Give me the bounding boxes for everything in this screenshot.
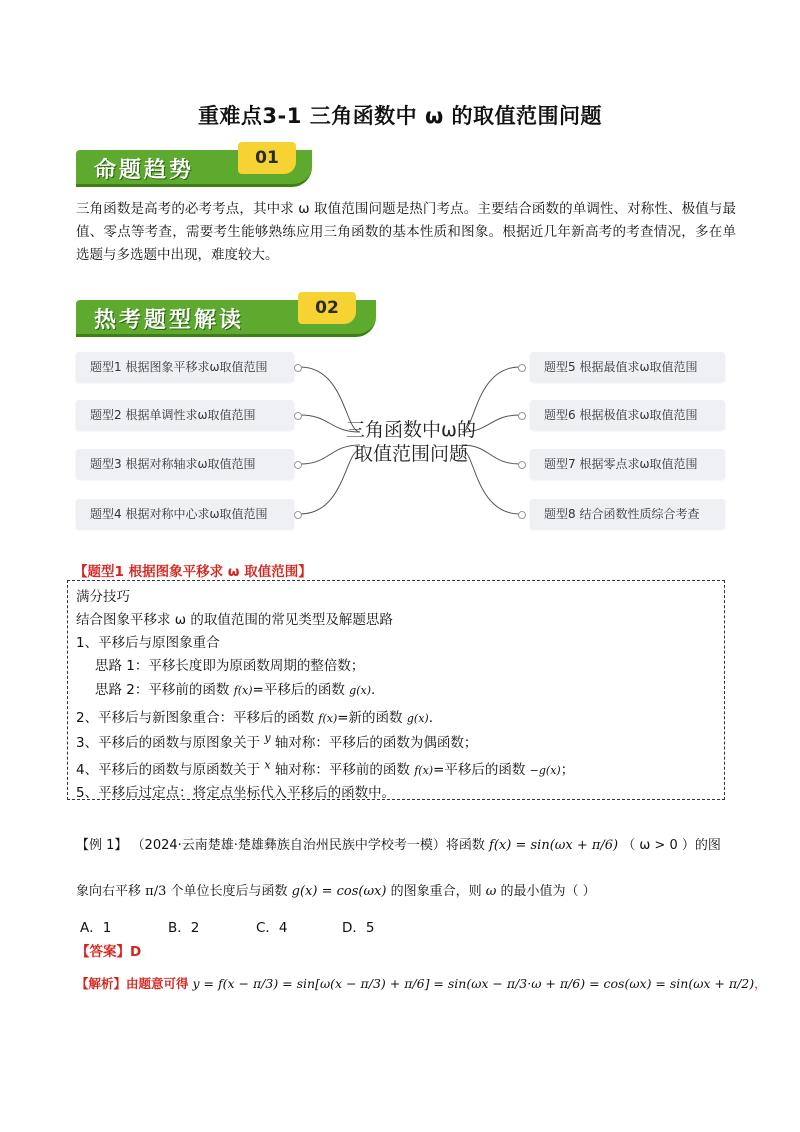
- intro-paragraph: 三角函数是高考的必考考点，其中求 ω 取值范围问题是热门考点。主要结合函数的单调性、对称性、极值与最值、零点等考查，需要考生能够熟练应用三角函数的基本性质和图象。根据近几年新高考的考查情况，多在单选题与多选题中出现，难度较大。: [76, 201, 736, 263]
- mindmap-item-type2: 题型2 根据单调性求ω取值范围: [76, 400, 294, 430]
- gx-formula: g(x): [349, 684, 371, 697]
- y-symbol: y: [264, 731, 271, 745]
- example-line2-d: 的最小值为（ ）: [500, 884, 596, 899]
- connector-dot: [294, 461, 302, 469]
- answer: [76, 940, 141, 960]
- tips-item2: [76, 706, 433, 726]
- tips-item4-text: 4、平移后的函数与原函数关于: [76, 762, 261, 778]
- mindmap-item-type4: 题型4 根据对称中心求ω取值范围: [76, 499, 294, 529]
- gx-formula: g(x): [406, 712, 429, 725]
- fx-formula: f(x): [318, 712, 338, 725]
- analysis-comma: ，: [754, 976, 767, 991]
- analysis: [76, 974, 767, 992]
- mindmap-item-type7: 题型7 根据零点求ω取值范围: [530, 449, 725, 479]
- period: .: [428, 710, 433, 726]
- example-line2-c: 的图象重合，则: [390, 884, 482, 899]
- tips-idea2-mid: =平移后的函数: [252, 682, 345, 698]
- fx-formula: f(x): [233, 684, 253, 697]
- answer-label: 【答案】: [76, 944, 130, 960]
- tips-item4-mid2: =平移后的函数: [433, 762, 526, 778]
- example-label: 【例 1】: [76, 838, 128, 853]
- connector-dot: [294, 364, 302, 372]
- mindmap-center: [336, 418, 486, 466]
- tips-item3-end: 轴对称：平移后的函数为偶函数；: [274, 735, 478, 751]
- tips-subtitle: 结合图象平移求 ω 的取值范围的常见类型及解题思路: [76, 612, 393, 628]
- connector-dot: [518, 412, 526, 420]
- banner-label: 热考题型解读: [94, 307, 245, 333]
- tips-item3-text: 3、平移后的函数与原图象关于: [76, 735, 261, 751]
- banner-label: 命题趋势: [94, 157, 195, 183]
- tips-item3: [76, 731, 477, 751]
- answer-value: D: [130, 944, 142, 960]
- connector-dot: [518, 364, 526, 372]
- mindmap-center-line2: 取值范围问题: [353, 443, 468, 465]
- mindmap-item-type6: 题型6 根据极值求ω取值范围: [530, 400, 725, 430]
- tips-item4-mid: 轴对称：平移前的函数: [274, 762, 410, 778]
- connector-dot: [518, 511, 526, 519]
- banner-number: 01: [238, 142, 296, 174]
- mindmap-item-type5: 题型5 根据最值求ω取值范围: [530, 352, 725, 382]
- page-title: 重难点3-1 三角函数中 ω 的取值范围问题: [197, 104, 603, 128]
- example-line2: [76, 880, 596, 899]
- example-source: （2024·云南楚雄·楚雄彝族自治州民族中学校考一模）将函数: [131, 838, 485, 853]
- tips-idea1: 思路 1：平移长度即为原函数周期的整倍数；: [95, 658, 365, 674]
- fx-formula: f(x): [414, 764, 434, 777]
- tips-item2-text: 2、平移后与新图象重合：平移后的函数: [76, 710, 315, 726]
- analysis-formula: y = f(x − π/3) = sin[ω(x − π/3) + π/6] = sin(ωx − π/3·ω + π/6) = cos(ωx) = sin(ωx + π/2): [192, 976, 755, 991]
- tips-title: 满分技巧: [76, 589, 130, 605]
- tips-item5: 5、平移后过定点：将定点坐标代入平移后的函数中。: [76, 785, 396, 801]
- omega-symbol: ω: [485, 884, 497, 899]
- example-function: f(x) = sin(ωx + π/6): [489, 838, 619, 853]
- tips-item4: [76, 758, 574, 778]
- shift-amount: π/3: [145, 884, 167, 899]
- example-line1: [76, 834, 721, 853]
- period: .: [370, 682, 376, 698]
- mindmap-item-type8: 题型8 结合函数性质综合考查: [530, 499, 725, 529]
- option-d: D．5: [342, 920, 375, 936]
- type1-heading: 【题型1 根据图象平移求 ω 取值范围】: [74, 564, 312, 580]
- banner-number: 02: [298, 292, 356, 324]
- connector-dot: [518, 461, 526, 469]
- tips-item2-mid: =新的函数: [337, 710, 403, 726]
- mindmap-center-line1: 三角函数中ω的: [346, 419, 476, 441]
- tips-idea2-text: 思路 2：平移前的函数: [95, 682, 230, 698]
- example-line2-a: 象向右平移: [76, 884, 142, 899]
- tips-item1: 1、平移后与原图象重合: [76, 635, 220, 651]
- connector-dot: [294, 412, 302, 420]
- x-symbol: x: [264, 758, 271, 772]
- mindmap-item-type3: 题型3 根据对称轴求ω取值范围: [76, 449, 294, 479]
- example-line2-b: 个单位长度后与函数: [170, 884, 288, 899]
- connector-dot: [294, 511, 302, 519]
- mindmap-item-type1: 题型1 根据图象平移求ω取值范围: [76, 352, 294, 382]
- example-condition: （ ω > 0 ）的图: [622, 838, 721, 853]
- semicolon: ；: [560, 762, 575, 778]
- analysis-label: 【解析】由题意可得: [76, 976, 189, 991]
- option-c: C．4: [256, 920, 288, 936]
- neg-gx-formula: −g(x): [529, 764, 561, 777]
- g-function: g(x) = cos(ωx): [291, 884, 387, 899]
- option-a: A．1: [80, 920, 112, 936]
- tips-idea2: [95, 678, 375, 698]
- option-b: B．2: [168, 920, 200, 936]
